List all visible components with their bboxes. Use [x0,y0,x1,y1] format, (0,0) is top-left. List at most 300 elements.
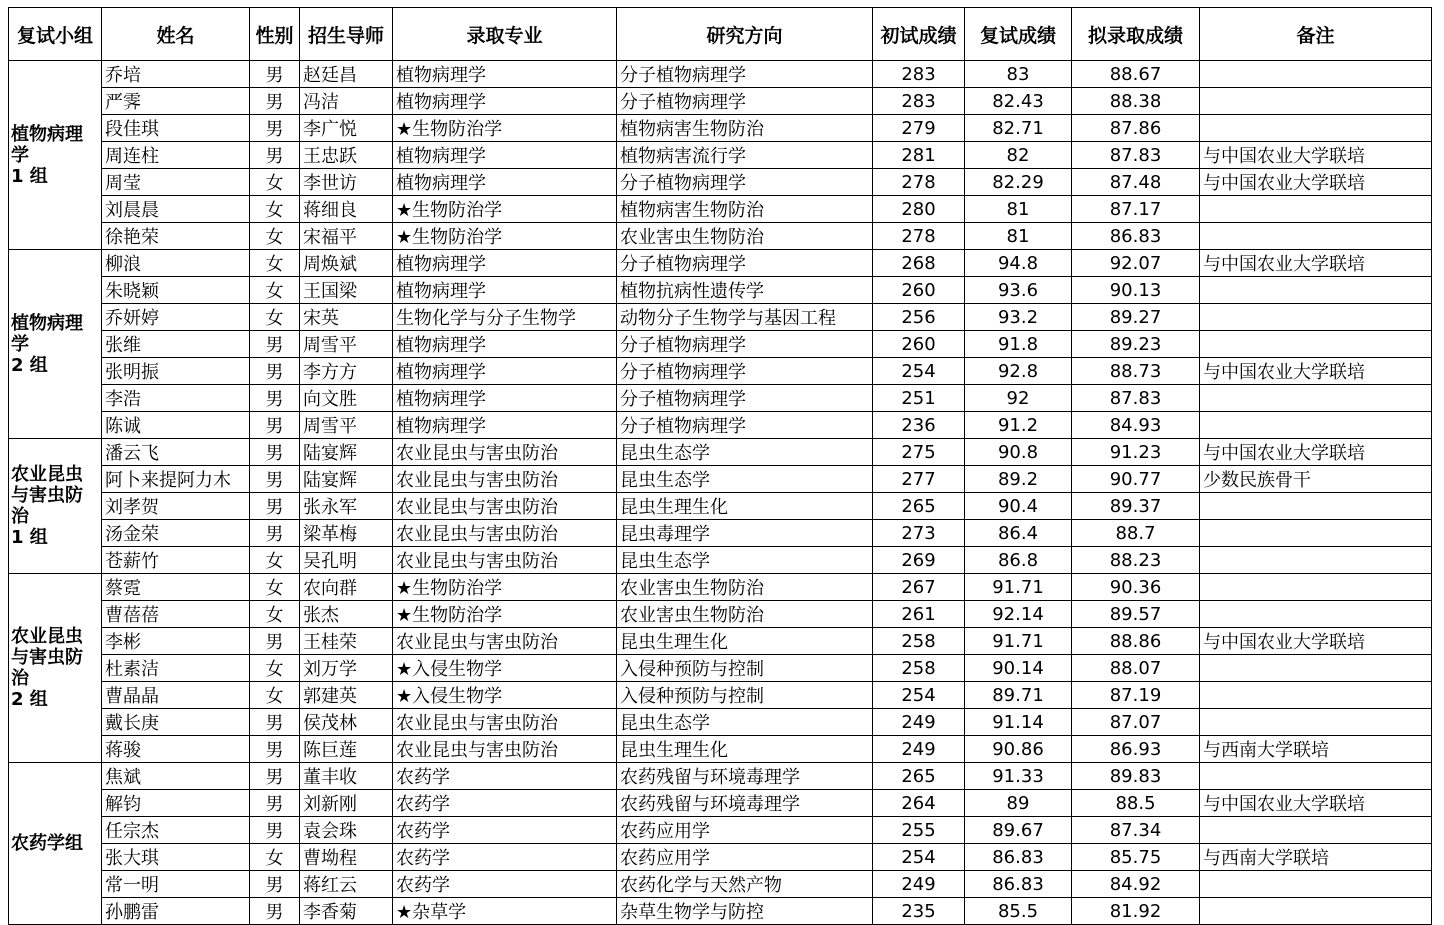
cell-research: 昆虫生理生化 [617,493,873,520]
cell-retest-score: 83 [965,61,1072,88]
cell-retest-score: 91.71 [965,574,1072,601]
cell-final-score: 87.83 [1072,142,1200,169]
group-label [9,574,102,763]
cell-initial-score: 264 [873,790,965,817]
cell-retest-score: 93.6 [965,277,1072,304]
cell-final-score: 88.67 [1072,61,1200,88]
cell-major: 农业昆虫与害虫防治 [393,709,617,736]
cell-advisor: 宋英 [300,304,393,331]
cell-gender: 女 [250,547,300,574]
cell-major: 农业昆虫与害虫防治 [393,547,617,574]
cell-final-score: 88.23 [1072,547,1200,574]
cell-final-score: 88.07 [1072,655,1200,682]
cell-gender: 女 [250,601,300,628]
cell-retest-score: 90.14 [965,655,1072,682]
cell-major: ★生物防治学 [393,115,617,142]
cell-initial-score: 251 [873,385,965,412]
cell-remark [1200,601,1432,628]
cell-name: 周连柱 [102,142,250,169]
cell-research: 昆虫生理生化 [617,628,873,655]
cell-retest-score: 89 [965,790,1072,817]
cell-retest-score: 81 [965,223,1072,250]
cell-final-score: 86.93 [1072,736,1200,763]
cell-major: 生物化学与分子生物学 [393,304,617,331]
cell-name: 任宗杰 [102,817,250,844]
cell-final-score: 89.23 [1072,331,1200,358]
cell-research: 分子植物病理学 [617,331,873,358]
cell-advisor: 张永军 [300,493,393,520]
cell-advisor: 周雪平 [300,412,393,439]
cell-name: 严霁 [102,88,250,115]
table-row [9,871,1432,898]
cell-initial-score: 249 [873,709,965,736]
cell-advisor: 王桂荣 [300,628,393,655]
cell-remark [1200,682,1432,709]
cell-retest-score: 89.2 [965,466,1072,493]
cell-initial-score: 258 [873,628,965,655]
table-row [9,412,1432,439]
cell-gender: 男 [250,439,300,466]
cell-retest-score: 91.2 [965,412,1072,439]
cell-research: 入侵种预防与控制 [617,682,873,709]
cell-final-score: 84.93 [1072,412,1200,439]
cell-final-score: 87.83 [1072,385,1200,412]
cell-remark [1200,520,1432,547]
group-label-line: 2 组 [11,354,48,376]
cell-major: 植物病理学 [393,331,617,358]
table-row [9,844,1432,871]
cell-advisor: 蒋细良 [300,196,393,223]
cell-major: 农药学 [393,871,617,898]
cell-advisor: 王忠跃 [300,142,393,169]
cell-research: 农药应用学 [617,844,873,871]
cell-retest-score: 85.5 [965,898,1072,925]
cell-name: 戴长庚 [102,709,250,736]
cell-major: ★生物防治学 [393,196,617,223]
cell-final-score: 90.36 [1072,574,1200,601]
cell-research: 农药化学与天然产物 [617,871,873,898]
cell-retest-score: 91.33 [965,763,1072,790]
cell-advisor: 冯洁 [300,88,393,115]
cell-remark: 与中国农业大学联培 [1200,439,1432,466]
cell-major: 植物病理学 [393,412,617,439]
cell-gender: 男 [250,142,300,169]
cell-initial-score: 267 [873,574,965,601]
cell-remark [1200,871,1432,898]
cell-research: 分子植物病理学 [617,88,873,115]
cell-advisor: 周雪平 [300,331,393,358]
header-remark: 备注 [1200,8,1432,61]
table-row [9,466,1432,493]
cell-remark: 与中国农业大学联培 [1200,169,1432,196]
cell-name: 解钧 [102,790,250,817]
table-row [9,601,1432,628]
cell-research: 昆虫生态学 [617,466,873,493]
cell-remark: 与中国农业大学联培 [1200,358,1432,385]
cell-final-score: 91.23 [1072,439,1200,466]
cell-major: 植物病理学 [393,61,617,88]
cell-research: 动物分子生物学与基因工程 [617,304,873,331]
cell-name: 刘晨晨 [102,196,250,223]
cell-final-score: 81.92 [1072,898,1200,925]
header-initial-score: 初试成绩 [873,8,965,61]
table-row [9,88,1432,115]
cell-remark [1200,412,1432,439]
cell-name: 曹蓓蓓 [102,601,250,628]
cell-advisor: 吴孔明 [300,547,393,574]
cell-remark [1200,763,1432,790]
cell-major: 农业昆虫与害虫防治 [393,736,617,763]
cell-remark [1200,331,1432,358]
cell-gender: 女 [250,169,300,196]
cell-research: 植物病害生物防治 [617,115,873,142]
cell-name: 曹晶晶 [102,682,250,709]
cell-remark [1200,196,1432,223]
cell-final-score: 87.07 [1072,709,1200,736]
cell-major: ★杂草学 [393,898,617,925]
cell-research: 昆虫毒理学 [617,520,873,547]
cell-initial-score: 236 [873,412,965,439]
cell-initial-score: 254 [873,682,965,709]
header-research: 研究方向 [617,8,873,61]
cell-final-score: 88.73 [1072,358,1200,385]
header-gender: 性别 [250,8,300,61]
cell-research: 分子植物病理学 [617,61,873,88]
cell-initial-score: 278 [873,223,965,250]
cell-research: 农业害虫生物防治 [617,574,873,601]
cell-major: 农药学 [393,763,617,790]
group-label-line: 学 [11,333,29,355]
cell-gender: 男 [250,790,300,817]
cell-final-score: 88.7 [1072,520,1200,547]
cell-gender: 男 [250,88,300,115]
table-row [9,709,1432,736]
cell-name: 张维 [102,331,250,358]
group-label [9,250,102,439]
cell-gender: 男 [250,817,300,844]
cell-initial-score: 275 [873,439,965,466]
cell-major: 植物病理学 [393,277,617,304]
cell-major: 植物病理学 [393,250,617,277]
cell-remark [1200,223,1432,250]
cell-initial-score: 260 [873,331,965,358]
cell-final-score: 87.34 [1072,817,1200,844]
cell-name: 徐艳荣 [102,223,250,250]
cell-final-score: 84.92 [1072,871,1200,898]
cell-gender: 女 [250,844,300,871]
cell-initial-score: 281 [873,142,965,169]
cell-major: 农业昆虫与害虫防治 [393,493,617,520]
cell-advisor: 赵廷昌 [300,61,393,88]
group-label-line: 植物病理 [11,312,83,334]
table-row [9,250,1432,277]
cell-remark: 与中国农业大学联培 [1200,250,1432,277]
header-group: 复试小组 [9,8,102,61]
cell-name: 蔡霓 [102,574,250,601]
group-label [9,439,102,574]
cell-advisor: 向文胜 [300,385,393,412]
cell-retest-score: 90.4 [965,493,1072,520]
header-name: 姓名 [102,8,250,61]
cell-name: 乔妍婷 [102,304,250,331]
cell-remark: 与中国农业大学联培 [1200,142,1432,169]
group-label-line: 1 组 [11,527,48,548]
cell-remark: 与西南大学联培 [1200,844,1432,871]
cell-research: 昆虫生态学 [617,439,873,466]
cell-initial-score: 278 [873,169,965,196]
cell-remark: 与西南大学联培 [1200,736,1432,763]
cell-gender: 女 [250,682,300,709]
cell-final-score: 87.86 [1072,115,1200,142]
cell-research: 昆虫生理生化 [617,736,873,763]
table-row [9,898,1432,925]
group-label-line: 农业昆虫 [11,626,83,647]
admission-table-container [8,7,1432,925]
cell-initial-score: 254 [873,844,965,871]
cell-final-score: 89.37 [1072,493,1200,520]
cell-initial-score: 261 [873,601,965,628]
cell-gender: 女 [250,196,300,223]
header-major: 录取专业 [393,8,617,61]
group-label-line: 治 [11,668,29,689]
cell-major: 农药学 [393,844,617,871]
cell-remark [1200,88,1432,115]
cell-retest-score: 86.83 [965,871,1072,898]
cell-major: 农业昆虫与害虫防治 [393,628,617,655]
cell-remark: 与中国农业大学联培 [1200,790,1432,817]
cell-name: 李浩 [102,385,250,412]
table-row [9,439,1432,466]
table-row [9,736,1432,763]
cell-research: 分子植物病理学 [617,169,873,196]
cell-advisor: 农向群 [300,574,393,601]
cell-remark [1200,898,1432,925]
cell-major: 农药学 [393,817,617,844]
table-row [9,547,1432,574]
cell-research: 农药残留与环境毒理学 [617,763,873,790]
cell-remark [1200,709,1432,736]
cell-research: 杂草生物学与防控 [617,898,873,925]
cell-advisor: 蒋红云 [300,871,393,898]
cell-major: 农业昆虫与害虫防治 [393,520,617,547]
group-label-line: 农药学组 [11,833,83,854]
cell-retest-score: 86.83 [965,844,1072,871]
cell-retest-score: 93.2 [965,304,1072,331]
cell-gender: 女 [250,655,300,682]
cell-retest-score: 91.14 [965,709,1072,736]
cell-research: 农药应用学 [617,817,873,844]
cell-gender: 男 [250,871,300,898]
group-label-line: 1 组 [11,165,48,187]
cell-final-score: 90.77 [1072,466,1200,493]
table-row [9,763,1432,790]
cell-initial-score: 283 [873,88,965,115]
cell-major: 农药学 [393,790,617,817]
cell-initial-score: 255 [873,817,965,844]
cell-name: 柳浪 [102,250,250,277]
cell-final-score: 88.5 [1072,790,1200,817]
cell-research: 分子植物病理学 [617,412,873,439]
cell-gender: 男 [250,115,300,142]
cell-gender: 女 [250,574,300,601]
cell-name: 朱晓颖 [102,277,250,304]
cell-final-score: 89.27 [1072,304,1200,331]
cell-final-score: 88.38 [1072,88,1200,115]
table-row [9,655,1432,682]
cell-name: 常一明 [102,871,250,898]
cell-advisor: 李方方 [300,358,393,385]
cell-initial-score: 265 [873,493,965,520]
cell-retest-score: 82.43 [965,88,1072,115]
cell-retest-score: 82.71 [965,115,1072,142]
cell-research: 分子植物病理学 [617,385,873,412]
cell-major: 农业昆虫与害虫防治 [393,439,617,466]
cell-initial-score: 269 [873,547,965,574]
cell-major: 植物病理学 [393,169,617,196]
cell-remark: 与中国农业大学联培 [1200,628,1432,655]
cell-remark [1200,304,1432,331]
cell-name: 张大琪 [102,844,250,871]
table-row [9,223,1432,250]
cell-retest-score: 86.8 [965,547,1072,574]
cell-name: 刘孝贺 [102,493,250,520]
cell-gender: 男 [250,493,300,520]
cell-initial-score: 260 [873,277,965,304]
cell-major: 植物病理学 [393,142,617,169]
table-row [9,682,1432,709]
cell-gender: 男 [250,736,300,763]
cell-final-score: 89.83 [1072,763,1200,790]
cell-advisor: 侯茂林 [300,709,393,736]
admission-table [8,7,1432,925]
table-row [9,277,1432,304]
cell-major: ★入侵生物学 [393,655,617,682]
cell-retest-score: 89.71 [965,682,1072,709]
cell-advisor: 李世访 [300,169,393,196]
cell-retest-score: 92 [965,385,1072,412]
cell-retest-score: 90.86 [965,736,1072,763]
cell-research: 入侵种预防与控制 [617,655,873,682]
cell-initial-score: 265 [873,763,965,790]
table-row [9,520,1432,547]
cell-gender: 女 [250,223,300,250]
table-row [9,142,1432,169]
cell-gender: 男 [250,709,300,736]
header-final-score: 拟录取成绩 [1072,8,1200,61]
cell-research: 植物病害生物防治 [617,196,873,223]
cell-initial-score: 277 [873,466,965,493]
cell-advisor: 王国梁 [300,277,393,304]
cell-final-score: 90.13 [1072,277,1200,304]
cell-initial-score: 280 [873,196,965,223]
cell-initial-score: 273 [873,520,965,547]
cell-gender: 女 [250,277,300,304]
cell-name: 汤金荣 [102,520,250,547]
cell-gender: 男 [250,412,300,439]
cell-gender: 男 [250,628,300,655]
cell-remark [1200,385,1432,412]
cell-retest-score: 89.67 [965,817,1072,844]
group-label [9,61,102,250]
group-label [9,763,102,925]
cell-name: 焦斌 [102,763,250,790]
table-row [9,61,1432,88]
cell-remark [1200,655,1432,682]
cell-name: 张明振 [102,358,250,385]
cell-research: 农业害虫生物防治 [617,601,873,628]
table-row [9,817,1432,844]
cell-major: 植物病理学 [393,88,617,115]
cell-major: ★生物防治学 [393,601,617,628]
cell-remark [1200,493,1432,520]
header-retest-score: 复试成绩 [965,8,1072,61]
cell-gender: 男 [250,385,300,412]
cell-advisor: 曹坳程 [300,844,393,871]
cell-advisor: 刘新刚 [300,790,393,817]
cell-remark [1200,817,1432,844]
cell-major: 植物病理学 [393,385,617,412]
cell-name: 段佳琪 [102,115,250,142]
header-advisor: 招生导师 [300,8,393,61]
cell-remark [1200,574,1432,601]
cell-name: 李彬 [102,628,250,655]
cell-advisor: 李广悦 [300,115,393,142]
cell-gender: 女 [250,250,300,277]
cell-final-score: 87.48 [1072,169,1200,196]
cell-research: 分子植物病理学 [617,250,873,277]
cell-advisor: 陆宴辉 [300,466,393,493]
cell-advisor: 张杰 [300,601,393,628]
cell-retest-score: 81 [965,196,1072,223]
cell-name: 潘云飞 [102,439,250,466]
cell-retest-score: 82.29 [965,169,1072,196]
cell-initial-score: 254 [873,358,965,385]
table-row [9,493,1432,520]
group-label-line: 与害虫防 [11,647,83,668]
cell-research: 昆虫生态学 [617,709,873,736]
cell-final-score: 87.19 [1072,682,1200,709]
cell-initial-score: 256 [873,304,965,331]
cell-advisor: 董丰收 [300,763,393,790]
cell-gender: 女 [250,304,300,331]
cell-research: 农业害虫生物防治 [617,223,873,250]
cell-final-score: 89.57 [1072,601,1200,628]
table-row [9,628,1432,655]
cell-final-score: 85.75 [1072,844,1200,871]
cell-gender: 男 [250,520,300,547]
cell-advisor: 陆宴辉 [300,439,393,466]
table-row [9,790,1432,817]
header-row [9,8,1432,61]
cell-retest-score: 94.8 [965,250,1072,277]
cell-retest-score: 86.4 [965,520,1072,547]
cell-name: 蒋骏 [102,736,250,763]
group-label-line: 农业昆虫 [11,464,83,485]
cell-name: 乔培 [102,61,250,88]
cell-research: 分子植物病理学 [617,358,873,385]
group-label-line: 学 [11,144,29,166]
cell-major: ★入侵生物学 [393,682,617,709]
cell-remark [1200,61,1432,88]
cell-advisor: 袁会珠 [300,817,393,844]
cell-initial-score: 249 [873,736,965,763]
cell-final-score: 92.07 [1072,250,1200,277]
cell-gender: 男 [250,763,300,790]
cell-initial-score: 268 [873,250,965,277]
cell-retest-score: 91.71 [965,628,1072,655]
table-row [9,385,1432,412]
cell-advisor: 郭建英 [300,682,393,709]
